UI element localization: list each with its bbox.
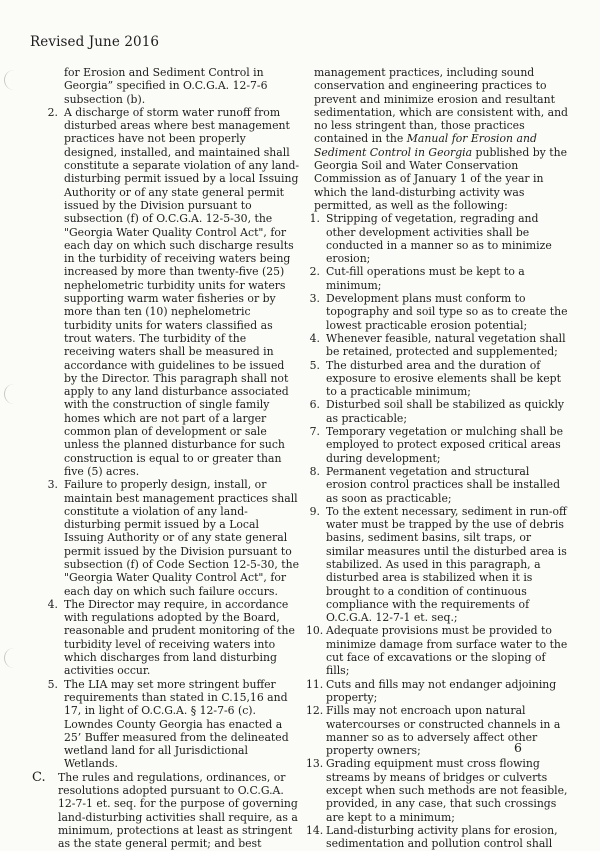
- list-item-14: [306, 824, 568, 851]
- list-item-number: 9.: [309, 504, 320, 518]
- list-item-12: [306, 704, 568, 757]
- list-item-number: 1.: [309, 212, 320, 226]
- list-item-text: A discharge of storm water runoff from disturbed areas where best management practices have not been properly designed, installed, and maintained shall constitute a separate violation of any land-disturbing permit issued by a local Issuing Authority or of any state general permit issued by the Division pursuant to subsection (f) of O.C.G.A. 12-5-30, the "Georgia Water Quality Control Act", for each day on which such discharge results in the turbidity of receiving waters being increased by more than twenty-five (25) nephelometric turbidity units for waters supporting warm water fisheries or by more than ten (10) nephelometric turbidity units for waters classified as trout waters. The turbidity of the receiving waters shall be measured in accordance with guidelines to be issued by the Director. This paragraph shall not apply to any land disturbance associated with the construction of single family homes which are not part of a larger common plan of development or sale unless the planned disturbance for such construction is equal to or greater than five (5) acres.: [64, 105, 300, 478]
- list-item-number: 8.: [309, 464, 320, 478]
- list-item-13: [306, 757, 568, 823]
- list-item-4: [32, 598, 300, 678]
- section-text: The rules and regulations, ordinances, or resolutions adopted pursuant to O.C.G.A. 12-7-1 et. seq. for the purpose of governing land-disturbing activities shall require, as a minimum, protections at least as stringent as the state general permit; and best: [58, 770, 298, 851]
- list-item-text: Development plans must conform to topography and soil type so as to create the lowest practicable erosion potential;: [326, 292, 568, 332]
- manual-title: Manual for Erosion and Sediment Control in Georgia: [314, 132, 537, 159]
- list-item-number: 2.: [47, 105, 58, 119]
- intro-text-a: management practices, including sound conservation and engineering practices to prevent and minimize erosion and resultant sedimentation, which are consistent with, and no less stringent than, those practices contained in the: [314, 66, 569, 146]
- list-item-3: [306, 292, 568, 332]
- list-item-text: The LIA may set more stringent buffer requirements than stated in C.15,16 and 17, in light of O.C.G.A. § 12-7-6 (c). Lowndes County Georgia has enacted a 25’ Buffer measured from the delineated wetland land for all Jurisdictional Wetlands.: [64, 677, 289, 771]
- list-item-text: To the extent necessary, sediment in run-off water must be trapped by the use of debris basins, sediment basins, silt traps, or similar measures until the disturbed area is stabilized. As used in this paragraph, a disturbed area is stabilized when it is brought to a condition of continuous compliance with the requirements of O.C.G.A. 12-7-1 et. seq.;: [326, 504, 567, 625]
- intro-paragraph: [306, 66, 568, 212]
- list-item-5: [306, 359, 568, 399]
- list-item-number: 4.: [47, 597, 58, 611]
- list-item-2: [32, 106, 300, 478]
- list-item-4: [306, 332, 568, 359]
- list-item-text: Whenever feasible, natural vegetation shall be retained, protected and supplemented;: [326, 331, 566, 359]
- list-item-number: 13.: [306, 757, 324, 771]
- list-item-10: [306, 624, 568, 677]
- list-item-11: [306, 678, 568, 705]
- list-item-text: Cut-fill operations must be kept to a minimum;: [326, 265, 525, 292]
- list-item-text: Temporary vegetation or mulching shall be employed to protect exposed critical areas during development;: [326, 425, 564, 465]
- list-item-number: 5.: [309, 358, 320, 372]
- list-item-text: Failure to properly design, install, or maintain best management practices shall constitute a violation of any land-disturbing permit issued by a Local Issuing Authority or of any state general permit issued by the Division pursuant to subsection (f) of Code Section 12-5-30, the "Georgia Water Quality Control Act", for each day on which such failure occurs.: [64, 478, 300, 598]
- list-item-text: Stripping of vegetation, regrading and other development activities shall be conducted in a manner so as to minimize erosion;: [326, 212, 552, 266]
- list-item-8: [306, 465, 568, 505]
- list-item-text: Fills may not encroach upon natural watercourses or constructed channels in a manner so as to adversely affect other property owners;: [326, 704, 561, 758]
- section-letter: C.: [32, 769, 46, 785]
- list-item-text: Disturbed soil shall be stabilized as quickly as practicable;: [326, 398, 565, 425]
- list-item-number: 5.: [47, 677, 58, 691]
- list-item-2: [306, 265, 568, 292]
- page-number: 6: [514, 740, 522, 755]
- list-item-number: 3.: [309, 292, 320, 306]
- list-item-number: 4.: [309, 331, 320, 345]
- punch-hole-mark-top: [4, 70, 15, 90]
- revised-date-header: Revised June 2016: [30, 34, 160, 50]
- punch-hole-mark-middle: [4, 384, 15, 404]
- list-item-6: [306, 398, 568, 425]
- list-item-text: The disturbed area and the duration of exposure to erosive elements shall be kept to a practicable minimum;: [326, 358, 561, 399]
- list-item-number: 2.: [309, 265, 320, 279]
- list-item-number: 6.: [309, 398, 320, 412]
- right-column: [306, 66, 568, 851]
- list-item-text: Adequate provisions must be provided to minimize damage from surface water to the cut face of excavations or the sloping of fills;: [326, 624, 568, 678]
- list-item-number: 14.: [306, 823, 324, 837]
- intro-text-b: published by the Georgia Soil and Water Conservation Commission as of January 1 of the year in which the land-disturbing activity was permitted, as well as the following:: [314, 145, 567, 212]
- section-c: [32, 771, 300, 851]
- list-item-7: [306, 425, 568, 465]
- list-item-number: 10.: [306, 624, 324, 638]
- list-item-number: 7.: [309, 425, 320, 439]
- list-item-3: [32, 478, 300, 598]
- list-item-text: Permanent vegetation and structural erosion control practices shall be installed as soon as practicable;: [326, 464, 561, 505]
- list-item-1: [306, 212, 568, 265]
- list-item-number: 3.: [47, 478, 58, 492]
- left-column: [32, 66, 300, 851]
- punch-hole-mark-bottom: [4, 648, 15, 668]
- list-item-text: Land-disturbing activity plans for erosion, sedimentation and pollution control shall: [326, 823, 558, 851]
- list-item-text: The Director may require, in accordance with regulations adopted by the Board, reasonable and prudent monitoring of the turbidity level of receiving waters into which discharges from land disturbing activities occur.: [64, 597, 295, 678]
- continued-paragraph: for Erosion and Sediment Control in Georgia” specified in O.C.G.A. 12-7-6 subsection (b).: [64, 66, 268, 106]
- list-item-text: Grading equipment must cross flowing streams by means of bridges or culverts except when such methods are not feasible, provided, in any case, that such crossings are kept to a minimum;: [326, 757, 568, 824]
- list-item-5: [32, 678, 300, 771]
- list-item-9: [306, 505, 568, 625]
- list-item-text: Cuts and fills may not endanger adjoining property;: [326, 677, 557, 704]
- list-item-number: 11.: [306, 677, 324, 691]
- list-item-number: 12.: [306, 704, 324, 718]
